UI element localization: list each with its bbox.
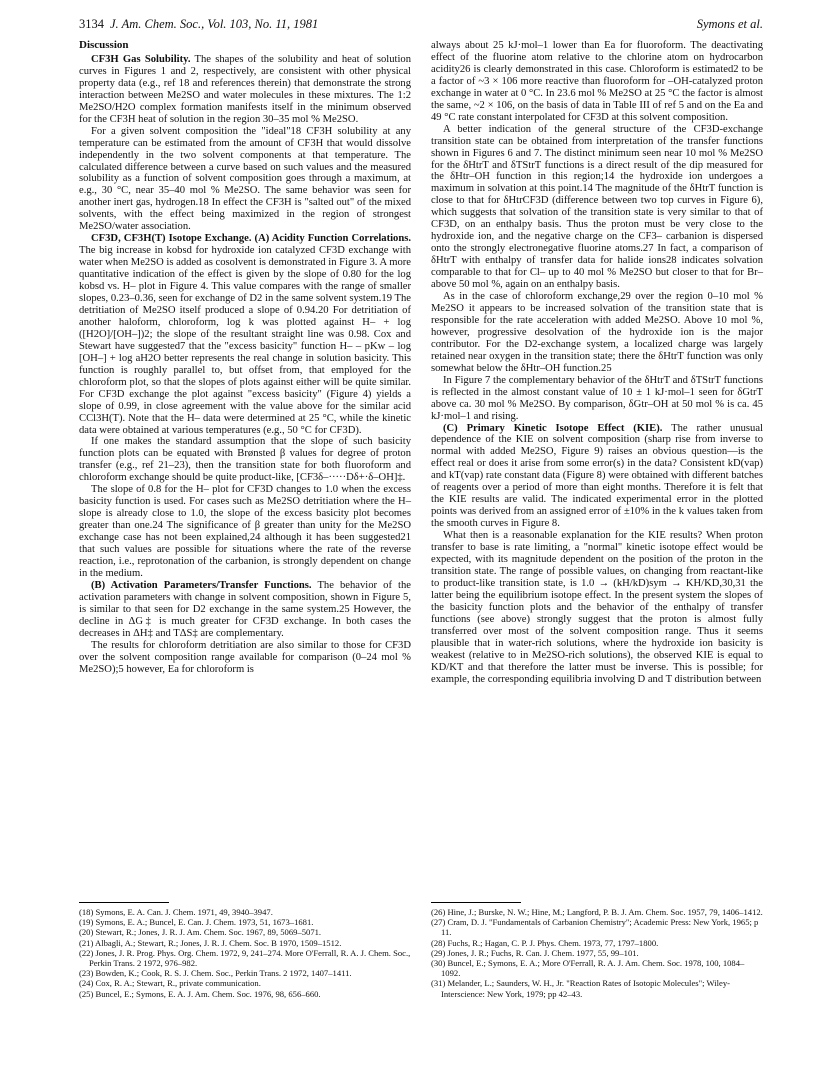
paragraph [431, 124, 763, 291]
paragraph [431, 530, 763, 685]
paragraph [431, 423, 763, 531]
paragraph-lead: (B) Activation Parameters/Transfer Functions. [91, 579, 312, 591]
reference-item: (24) Cox, R. A.; Stewart, R., private communication. [79, 978, 261, 989]
footnote-divider [431, 902, 521, 903]
paragraph-text: The behavior of the activation parameters with change in solvent composition, shown in Figure 5, is similar to that seen for D2 exchange in the same system.25 However, the decline in ΔG‡ is much greater for CF3D exchange. In both cases the decreases in ΔH‡ and TΔS‡ are complementary. [79, 579, 412, 639]
reference-item: (20) Stewart, R.; Jones, J. R. J. Am. Chem. Soc. 1967, 89, 5069–5071. [79, 927, 322, 938]
paragraph-text: The results for chloroform detritiation are also similar to those for CF3D over the solvent composition range available for comparison (0–24 mol % Me2SO);5 however, Ea for chloroform is [79, 639, 411, 675]
reference-item: (28) Fuchs, R.; Hagan, C. P. J. Phys. Chem. 1973, 77, 1797–1800. [431, 937, 659, 948]
reference-item: (25) Buncel, E.; Symons, E. A. J. Am. Chem. Soc. 1976, 98, 656–660. [79, 988, 321, 999]
paragraph [79, 54, 411, 126]
paragraph-text: As in the case of chloroform exchange,29 over the region 0–10 mol % Me2SO it appears to be increased solvation of the transition state that is responsible for the rate acceleration with added Me2SO. Above 10 mol %, however, progressive desolvation of the hydroxide ion is the major contributor. For the D2-exchange system, a localized charge was largely retained near oxygen in the transition state; there the δHtrT function was only somewhat below the δHtr–OH function.25 [431, 291, 763, 374]
paragraph-text: The slope of 0.8 for the H– plot for CF3D changes to 1.0 when the excess basicity function is used. For cases such as Me2SO detritiation where the H– slope is already close to 1.0, the slope of the excess basicity plot becomes greater than one.24 The significance of β greater than unity for the Me2SO exchange case has not been explained,24 although it has been suggested21 that such values are possible for situations where the rate of the reverse reaction, i.e., reprotonation of the carbanion, is strongly dependent on change in the medium. [79, 484, 411, 579]
reference-item: (29) Jones, J. R.; Fuchs, R. Can. J. Chem. 1977, 55, 99–101. [431, 947, 639, 958]
reference-item: (31) Melander, L.; Saunders, W. H., Jr. "Reaction Rates of Isotopic Molecules"; Wiley-Interscience: New York, 1979; pp 42–43. [431, 978, 731, 999]
section-title: Discussion [79, 39, 129, 51]
paragraph [79, 436, 411, 484]
footnote-divider [79, 902, 169, 903]
paragraph-lead: CF3D, CF3H(T) Isotope Exchange. (A) Acidity Function Correlations. [91, 233, 411, 245]
paragraph [431, 375, 763, 423]
left-column [79, 40, 411, 676]
paragraph-text: always about 25 kJ·mol–1 lower than Ea for fluoroform. The deactivating effect of the fluorine atom relative to the chlorine atom on hydrocarbon acidity26 is clearly demonstrated in this case. Chloroform is estimated2 to be a factor of ~3 × 106 more reactive than fluoroform for –OH-catalyzed proton exchange in water at 0 °C. In 23.6 mol % Me2SO at 25 °C the factor is almost the same, ~2 × 106, on the basis of data in Table III of ref 5 and on the Ea and 49 °C rate constant interpolated for CF3D at this solvent composition. [431, 40, 763, 123]
references-left [79, 907, 411, 999]
paragraph [79, 126, 411, 234]
journal-citation: J. Am. Chem. Soc., Vol. 103, No. 11, 1981 [110, 17, 319, 31]
paragraph-text: A better indication of the general structure of the CF3D-exchange transition state can be obtained from interpretation of the transfer functions shown in Figures 6 and 7. The distinct minimum seen near 10 mol % Me2SO for the δHtrT and δTStrT functions is a direct result of the dip measured for the δHtr–OH function in this region;14 the hydroxide ion undergoes a maximum in solvation at this point.14 The magnitude of the δHtrT function is close to that for δHtrCF3D (difference between two top curves in Figure 6), which suggests that solvation of the transition state is very similar to that of CF3D, on an enthalpy basis. Thus the proton must be very close to the hydroxide ion, and the negative charge on the CF3– carbanion is dispersed onto the strongly electronegative fluorine atoms.27 In fact, a comparison of δHtrT with enthalpy of transfer data for halide ions28 indicates solvation comparable to that for Cl– up to 40 mol % Me2SO but closer to that for Br– above 50 mol %, again on an enthalpy basis. [431, 123, 763, 291]
right-column [431, 40, 763, 685]
paragraph-text: If one makes the standard assumption that the slope of such basicity function plots can be equated with Brønsted β values for degree of proton transfer (e.g., ref 21–23), then the transition state for both fluoroform and chloroform exchange should be quite product-like, [CF3δ–·····Dδ+·δ–OH]‡. [79, 436, 411, 484]
paragraph [431, 291, 763, 375]
paragraph-text: The shapes of the solubility and heat of solution curves in Figures 1 and 2, respectively, are consistent with other physical property data (e.g., ref 18 and references therein) that demonstrate the strong interaction between Me2SO and water molecules in these mixtures. The 1:2 Me2SO/H2O complex formation manifests itself in the minimum observed for the CF3H heat of solution in the region 30–35 mol % Me2SO. [79, 53, 411, 125]
paragraph-text: For a given solvent composition the "ideal"18 CF3H solubility at any temperature can be estimated from the amount of CF3H that would dissolve independently in the two solvent components at that temperature. The calculated difference between a curve based on such values and the measured solubility as a function of solvent composition goes through a maximum, at e.g., 30 °C, near 35–40 mol % Me2SO. The same behavior was seen for another inert gas, hydrogen.18 In effect the CF3H is "salted out" of the mixed solvents, with the effect being maximized in the region of strongest Me2SO/water association. [79, 125, 411, 233]
paragraph-text: What then is a reasonable explanation for the KIE results? When proton transfer to base is rate limiting, a "normal" kinetic isotope effect would be expected, with its magnitude dependent on the position of the proton in the transition state. The range of possible values, on changing from reactant-like to product-like transition state, is 1.0 → (kH/kD)sym → KH/KD,30,31 the latter being the equilibrium isotope effect. In the present system the slopes of the basicity function plots and the behavior of the enthalpy of transfer functions (see above) strongly suggest that the proton is almost fully transferred over most of the solvent composition range. Thus it seems plausible that in water-rich solutions, where the hydroxide ion basicity is weakest (relative to in Me2SO-rich solutions), the observed KIE is equal to KD/KT and that therefore the latter must be inverse. This is possible; for example, the corresponding equilibria involving D and T distribution between [431, 530, 763, 685]
reference-item: (27) Cram, D. J. "Fundamentals of Carbanion Chemistry"; Academic Press: New York, 1965; p 11. [431, 917, 759, 938]
paragraph [79, 484, 411, 580]
references-right [431, 907, 763, 999]
paragraph [79, 233, 411, 436]
paragraph [431, 40, 763, 124]
paragraph-text: The big increase in kobsd for hydroxide ion catalyzed CF3D exchange with water when Me2SO is added as cosolvent is demonstrated in Figure 3. A more quantitative indication of the effect is given by the slope of 0.80 for the log kobsd vs. H– plot in Figure 4. This value compares with the range of smaller slopes, 0.23–0.36, seen for exchange of D2 in the same solvent system.19 The detritiation of Me2SO itself produced a slope of 0.94.20 For detritiation of another haloform, chloroform, log k was plotted against H– + log ([H2O]/[OH–])2; the slope of the resultant straight line was 0.98. Cox and Stewart have suggested7 that the "excess basicity" function H– – pKw – log [OH–] + log aH2O better represents the real change in solution basicity. This function is roughly parallel to, but offset from, that employed for the chloroform plot, so that the slopes of plots against either will be quite similar. For CF3D exchange the plot against "excess basicity" (Figure 4) yields a slope of 0.99, in close agreement with the value above for the similar acid CCl3H(T). Note that the H– data were determined at 25 °C, while the kinetic data were obtained at various temperatures (e.g., 50 °C for CF3D). [79, 245, 411, 436]
reference-item: (23) Bowden, K.; Cook, R. S. J. Chem. Soc., Perkin Trans. 2 1972, 1407–1411. [79, 968, 352, 979]
paragraph-text: In Figure 7 the complementary behavior of the δHtrT and δTStrT functions is reflected in the almost constant value of 10 ± 1 kJ·mol–1 seen for δGtrT above ca. 30 mol % Me2SO. By comparison, δGtr–OH at 50 mol % is ca. 45 kJ·mol–1 and rising. [431, 374, 763, 422]
reference-item: (26) Hine, J.; Burske, N. W.; Hine, M.; Langford, P. B. J. Am. Chem. Soc. 1957, 79, 1406–1412. [431, 907, 763, 917]
reference-item: (30) Buncel, E.; Symons, E. A.; More O'Ferrall, R. A. J. Am. Chem. Soc. 1978, 100, 1084–1092. [431, 958, 745, 979]
paragraph [79, 580, 411, 640]
reference-item: (21) Albagli, A.; Stewart, R.; Jones, J. R. J. Chem. Soc. B 1970, 1509–1512. [79, 937, 342, 948]
reference-item: (19) Symons, E. A.; Buncel, E. Can. J. Chem. 1973, 51, 1673–1681. [79, 917, 314, 928]
reference-item: (18) Symons, E. A. Can. J. Chem. 1971, 49, 3940–3947. [79, 907, 273, 917]
paragraph-text: The rather unusual dependence of the KIE on solvent composition (sharp rise from inverse to normal with added Me2SO, Figure 9) raises an obvious question—is the effect real or does it arise from some error(s) in the data? Consistent kD(vap) and kT(vap) rate constant data (Figure 8) were obtained with different batches of reagents over a period of more than eight months. Therefore it is felt that the KIE results are valid. The indicated experimental error in the plotted points was derived from an assigned error of ±10% in the k values taken from the smooth curves in Figure 8. [431, 422, 763, 530]
running-head-left [79, 17, 318, 32]
page-number: 3134 [79, 17, 104, 31]
running-head-authors: Symons et al. [696, 17, 763, 31]
running-head [79, 17, 763, 31]
paragraph-lead: CF3H Gas Solubility. [91, 53, 191, 65]
paragraph-lead: (C) Primary Kinetic Isotope Effect (KIE). [443, 422, 663, 434]
reference-item: (22) Jones, J. R. Prog. Phys. Org. Chem. 1972, 9, 241–274. More O'Ferrall, R. A. J. Chem. Soc., Perkin Trans. 2 1972, 976–982. [79, 947, 411, 969]
paragraph [79, 640, 411, 676]
